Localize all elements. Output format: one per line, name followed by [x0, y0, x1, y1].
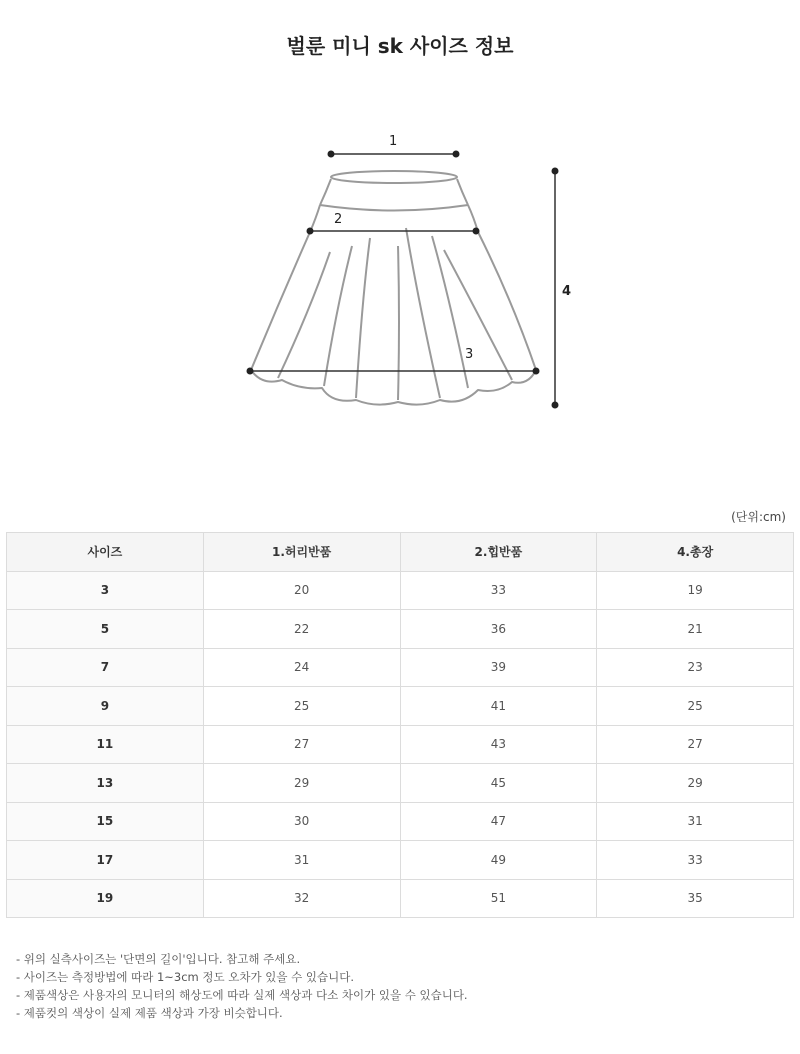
- cell-hip: 47: [400, 802, 597, 841]
- label-hem: 3: [465, 347, 474, 362]
- cell-hip: 49: [400, 841, 597, 880]
- table-header-row: [7, 533, 794, 572]
- unit-label: (단위:cm): [731, 510, 786, 524]
- table-row: [7, 571, 794, 610]
- table-row: [7, 725, 794, 764]
- table-row: [7, 841, 794, 880]
- header-size: 사이즈: [7, 533, 204, 572]
- table-row: [7, 687, 794, 726]
- measurement-lines: [247, 151, 559, 409]
- cell-waist: 30: [203, 802, 400, 841]
- note-item: - 사이즈는 측정방법에 따라 1~3cm 정도 오차가 있을 수 있습니다.: [16, 970, 355, 984]
- cell-hip: 43: [400, 725, 597, 764]
- cell-size: 5: [7, 610, 204, 649]
- page-title: 벌룬 미니 sk 사이즈 정보: [286, 34, 514, 58]
- table-row: [7, 610, 794, 649]
- cell-waist: 29: [203, 764, 400, 803]
- cell-hip: 51: [400, 879, 597, 918]
- cell-length: 25: [597, 687, 794, 726]
- cell-length: 29: [597, 764, 794, 803]
- cell-size: 11: [7, 725, 204, 764]
- cell-hip: 36: [400, 610, 597, 649]
- cell-waist: 25: [203, 687, 400, 726]
- cell-size: 19: [7, 879, 204, 918]
- cell-waist: 22: [203, 610, 400, 649]
- cell-waist: 31: [203, 841, 400, 880]
- note-item: - 위의 실측사이즈는 '단면의 길이'입니다. 참고해 주세요.: [16, 952, 301, 966]
- cell-size: 7: [7, 648, 204, 687]
- cell-size: 15: [7, 802, 204, 841]
- cell-hip: 41: [400, 687, 597, 726]
- label-length: 4: [562, 284, 572, 299]
- cell-waist: 20: [203, 571, 400, 610]
- note-item: - 제품색상은 사용자의 모니터의 해상도에 따라 실제 색상과 다소 차이가 있을 수 있습니다.: [16, 988, 468, 1002]
- cell-waist: 24: [203, 648, 400, 687]
- cell-waist: 27: [203, 725, 400, 764]
- cell-length: 21: [597, 610, 794, 649]
- cell-size: 3: [7, 571, 204, 610]
- cell-waist: 32: [203, 879, 400, 918]
- cell-length: 35: [597, 879, 794, 918]
- header-waist: 1.허리반품: [203, 533, 400, 572]
- label-hip: 2: [334, 212, 343, 227]
- label-waist: 1: [389, 134, 398, 149]
- cell-length: 27: [597, 725, 794, 764]
- cell-length: 31: [597, 802, 794, 841]
- cell-hip: 45: [400, 764, 597, 803]
- cell-size: 9: [7, 687, 204, 726]
- note-item: - 제품컷의 색상이 실제 제품 색상과 가장 비슷합니다.: [16, 1006, 283, 1020]
- notes: [16, 950, 468, 1022]
- skirt-illustration: [251, 171, 536, 405]
- skirt-measurement-diagram: [0, 120, 800, 430]
- cell-size: 17: [7, 841, 204, 880]
- cell-size: 13: [7, 764, 204, 803]
- size-table: [6, 532, 794, 918]
- header-hip: 2.힙반품: [400, 533, 597, 572]
- cell-length: 23: [597, 648, 794, 687]
- cell-length: 33: [597, 841, 794, 880]
- cell-length: 19: [597, 571, 794, 610]
- cell-hip: 39: [400, 648, 597, 687]
- cell-hip: 33: [400, 571, 597, 610]
- table-row: [7, 764, 794, 803]
- header-length: 4.총장: [597, 533, 794, 572]
- table-row: [7, 802, 794, 841]
- table-row: [7, 648, 794, 687]
- table-row: [7, 879, 794, 918]
